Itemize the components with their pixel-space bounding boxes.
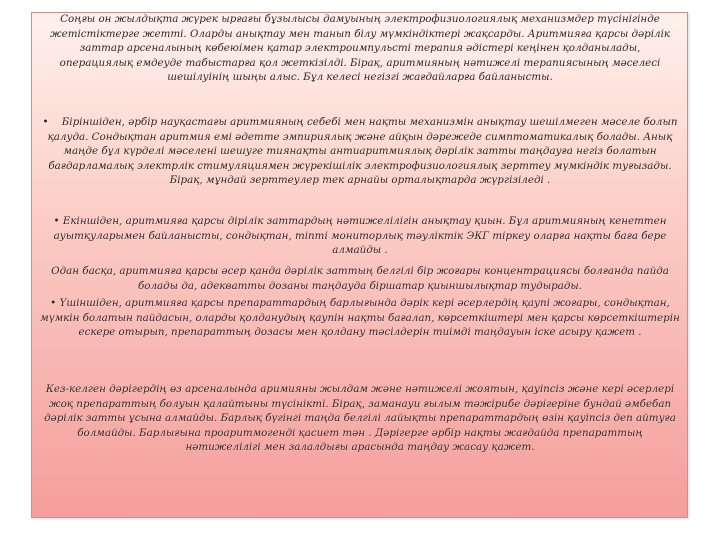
intro-paragraph-text: Соңғы он жылдықта жүрек ырғағы бұзылысы дамуының электрофизиологиялық механизмдер түсінігінде жетістіктерге жетті. Оларды анықтау мен танып білу мүмкіндіктері жақсарды. Аритмияға қарсы дәрілік заттар арсеналының көбеюімен қатар электроимпульсті терапия әдістері кеңінен қолданылады, операциялық емдеуде табыстарға қол жеткізілді. Бірақ, аритмияның нәтижелі терапиясының мәселесі шешілуінің шыңы алыс. Бұл келесі негізгі жағдайларға байланысты. (49, 13, 671, 84)
conclusion-paragraph (40, 382, 680, 455)
conclusion-paragraph-text: Кез-келген дәрігердің өз арсеналында аримияны жылдам және нәтижелі жоятын, қауіпсіз және кері әсерлері жоқ препараттың болуын қалайтыны түсінікті. Бірақ, заманауи ғылым тәжірибе дәрігеріне бундай әмбебап дәрілік затты ұсына алмайды. Барлық бүгінгі таңда белгілі лайықты препараттардың өзін қауіпсіз деп айтуға болмайды. Барлығына проаритмогенді қасиет тән . Дәрігерге әрбір нақты жағдайда препараттың нәтижелілігі мен залалдығы арасында таңдау жасау қажет. (44, 383, 676, 454)
first-point-paragraph (40, 115, 680, 188)
additional-paragraph-text: Одан басқа, аритмияға қарсы әсер қанда дәрілік заттың белгілі бір жоғары концентрациясы болғанда пайда болады да, адекватты дозаны таңдауда біршатар қиыншылықтар тудырады. (51, 265, 669, 292)
third-point-text: Үшіншіден, аритмияға қарсы препараттардың барлығында дәрік кері әсерлердің қаупі жоғары, сондықтан, мүмкін болатын пайдасын, оларды қолданудың қаупін нақты бағалап, көрсеткіштері мен қарсы көрсеткіштерін ескере отырып, препараттың дозасы мен қолдану тәсілдерін тиімді таңдауын іске асыру қажет . (40, 297, 680, 339)
bullet-icon: • (53, 215, 60, 227)
intro-paragraph (44, 12, 676, 85)
first-point-text: Біріншіден, әрбір науқастағы аритмияның себебі мен нақты механизмін анықтау шешілмеген мәселе болып қалуда. Сондықтан аритмия емі әдетте эмпириялық және айқын дәрежеде симптоматикалық болады. Анық маңде бұл күрделі мәселені шешуге тиянақты антиаритмиялық дәрілік затты таңдауға негіз болатын бағдарламалық электрлік стимуляциямен жүрекішілік электрофизиологиялық зерттеу мүмкіндік туғызады. Бірақ, мұндай зерттеулер тек арнайы орталықтарда жүргізіледі . (47, 116, 678, 187)
bullet-icon: • (42, 116, 49, 128)
third-point-paragraph (40, 296, 680, 340)
second-point-text: Екіншіден, аритмияға қарсы дірілік заттардың нәтижелілігін анықтау қиын. Бұл аритмияның кенеттен ауытқуларымен байланысты, сондықтан, тіпті мониторлық тәуліктік ЭКГ тіркеу оларға нақты баға бере алмайды . (53, 215, 667, 257)
bullet-icon: • (50, 297, 57, 309)
second-point-paragraph (44, 214, 676, 258)
additional-paragraph (40, 264, 680, 293)
